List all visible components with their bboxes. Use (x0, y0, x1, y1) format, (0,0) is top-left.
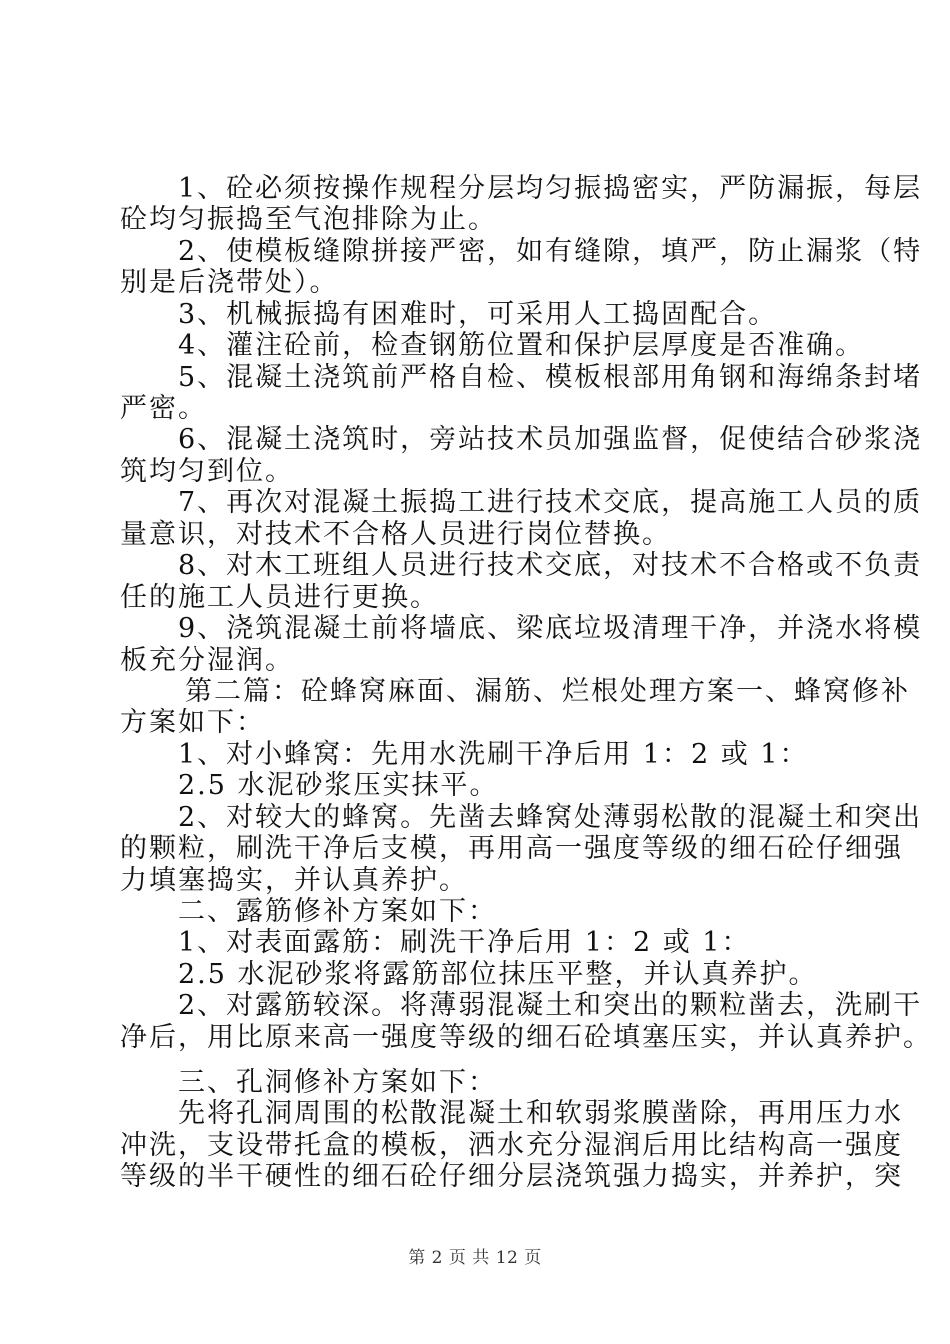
text-line: 1、砼必须按操作规程分层均匀振捣密实，严防漏振，每层 (178, 173, 923, 204)
text-line: 3、机械振捣有困难时，可采用人工捣固配合。 (178, 299, 778, 330)
text-line: 2、使模板缝隙拼接严密，如有缝隙，填严，防止漏浆（特 (178, 236, 923, 267)
text-line: 8、对木工班组人员进行技术交底，对技术不合格或不负责 (178, 550, 923, 581)
text-line: 净后，用比原来高一强度等级的细石砼填塞压实，并认真养护。 (120, 1022, 932, 1053)
section-heading: 三、孔洞修补方案如下： (178, 1067, 497, 1098)
text-line: 量意识，对技术不合格人员进行岗位替换。 (120, 519, 671, 550)
text-line: 严密。 (120, 393, 207, 424)
section-heading: 二、露筋修补方案如下： (178, 896, 497, 927)
text-line: 5、混凝土浇筑前严格自检、模板根部用角钢和海绵条封堵 (178, 362, 923, 393)
page-footer (0, 1243, 950, 1268)
text-line: 4、灌注砼前，检查钢筋位置和保护层厚度是否准确。 (178, 330, 865, 361)
text-line: 砼均匀振捣至气泡排除为止。 (120, 204, 497, 235)
text-line: 方案如下： (120, 707, 265, 738)
text-line: 9、浇筑混凝土前将墙底、梁底垃圾清理干净，并浇水将模 (178, 613, 923, 644)
text-line: 2.5 水泥砂浆压实抹平。 (178, 770, 499, 801)
text-line: 2、对露筋较深。将薄弱混凝土和突出的颗粒凿去，洗刷干 (178, 990, 923, 1021)
text-line: 任的施工人员进行更换。 (120, 582, 439, 613)
text-line: 1、对小蜂窝：先用水洗刷干净后用 1：2 或 1： (178, 739, 809, 770)
text-line: 别是后浇带处）。 (120, 267, 339, 298)
text-line: 1、对表面露筋：刷洗干净后用 1：2 或 1： (178, 927, 751, 958)
text-line: 冲洗，支设带托盒的模板，洒水充分湿润后用比结构高一强度 (120, 1130, 903, 1161)
text-line: 力填塞捣实，并认真养护。 (120, 865, 468, 896)
text-line: 先将孔洞周围的松散混凝土和软弱浆膜凿除，再用压力水 (178, 1098, 903, 1129)
text-line: 7、再次对混凝土振捣工进行技术交底，提高施工人员的质 (178, 487, 923, 518)
text-line: 2、对较大的蜂窝。先凿去蜂窝处薄弱松散的混凝土和突出 (178, 802, 923, 833)
text-line: 6、混凝土浇筑时，旁站技术员加强监督，促使结合砂浆浇 (178, 424, 923, 455)
text-line: 筑均匀到位。 (120, 456, 294, 487)
text-line: 的颗粒，刷洗干净后支模，再用高一强度等级的细石砼仔细强 (120, 833, 903, 864)
page-number-label: 第 2 页 共 12 页 (408, 1248, 542, 1268)
text-line: 板充分湿润。 (120, 645, 294, 676)
section-heading: 第二篇：砼蜂窝麻面、漏筋、烂根处理方案一、蜂窝修补 (185, 676, 910, 707)
text-line: 等级的半干硬性的细石砼仔细分层浇筑强力捣实，并养护，突 (120, 1161, 903, 1192)
text-line: 2.5 水泥砂浆将露筋部位抹压平整，并认真养护。 (178, 959, 818, 990)
